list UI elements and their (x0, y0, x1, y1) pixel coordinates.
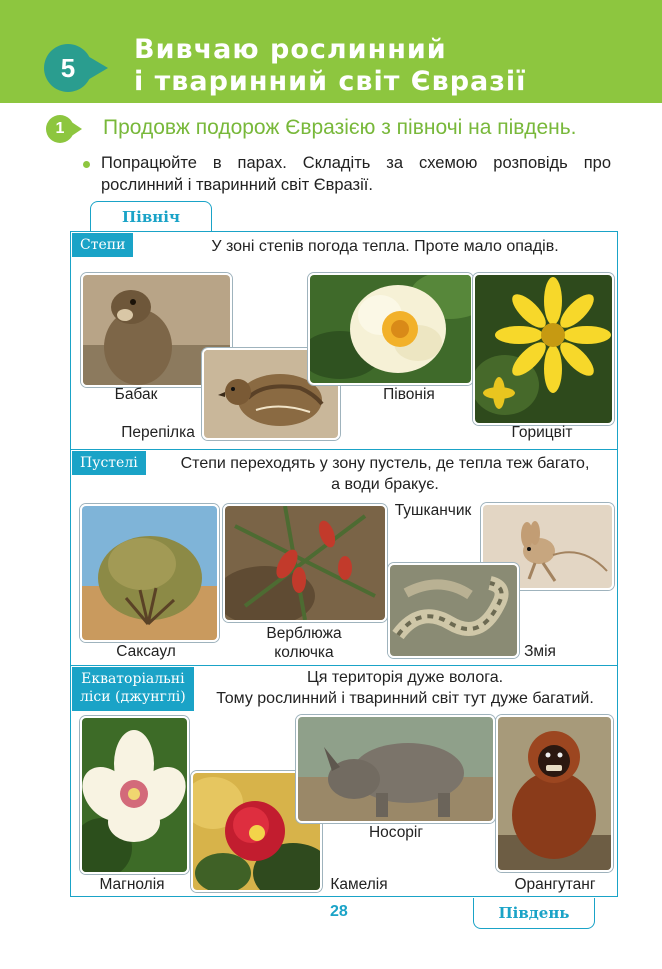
snake-photo (388, 563, 519, 658)
peony-photo (308, 273, 473, 385)
zone-label-desert: Пустелі (72, 451, 146, 475)
steppe-description: У зоні степів погода тепла. Проте мало опадів. (211, 238, 559, 255)
caption-camelthorn-line2: колючка (274, 644, 334, 661)
jungle-description-line1: Ця територія дуже волога. (306, 669, 504, 686)
caption-adonis: Горицвіт (511, 424, 573, 441)
caption-magnolia: Магнолія (99, 876, 165, 893)
desert-description (160, 453, 610, 495)
caption-camelthorn (252, 624, 356, 662)
chapter-number: 5 (44, 44, 92, 92)
caption-saxaul: Саксаул (116, 643, 176, 660)
jungle-description (205, 667, 605, 709)
instruction-text: Попрацюйте в парах. Складіть за схемою розповідь про рослинний і тваринний світ Євразії. (101, 154, 611, 194)
desert-description-line1: Степи переходять у зону пустель, де тепла теж багато, (180, 455, 590, 472)
chapter-title-line1: Вивчаю рослинний (134, 34, 447, 65)
jungle-description-line2: Тому рослинний і тваринний світ тут дуже багатий. (216, 690, 594, 707)
zone-divider (70, 665, 618, 666)
saxaul-photo (80, 504, 219, 642)
camelthorn-photo (223, 504, 387, 622)
caption-orangutan: Орангутанг (514, 876, 596, 893)
chapter-title-line2: і тваринний світ Євразії (134, 66, 527, 97)
task-number: 1 (46, 115, 74, 143)
zone-label-jungle-line2: ліси (джунглі) (80, 689, 186, 705)
caption-snake: Змія (524, 643, 556, 660)
zone-label-jungle (72, 667, 194, 711)
caption-camellia: Камелія (330, 876, 388, 893)
zone-label-steppe: Степи (72, 233, 133, 257)
north-tab: Північ (90, 201, 212, 232)
desert-description-line2: а води бракує. (331, 476, 439, 493)
zone-label-jungle-line1: Екваторіальні (81, 671, 185, 687)
zone-divider (70, 449, 618, 450)
caption-jerboa: Тушканчик (394, 502, 472, 519)
caption-camelthorn-line1: Верблюжа (266, 625, 342, 642)
page-number: 28 (330, 903, 348, 920)
chapter-title (134, 34, 526, 98)
bullet-icon (83, 161, 90, 168)
caption-quail: Перепілка (121, 424, 195, 441)
magnolia-photo (80, 716, 189, 874)
adonis-photo (473, 273, 614, 425)
orangutan-photo (496, 715, 613, 872)
caption-marmot: Бабак (114, 386, 158, 403)
rhino-photo (296, 715, 495, 823)
task-title: Продовж подорож Євразією з півночі на південь. (103, 116, 577, 139)
south-tab: Південь (473, 898, 595, 929)
caption-rhino: Носоріг (368, 824, 424, 841)
caption-peony: Півонія (383, 386, 435, 403)
